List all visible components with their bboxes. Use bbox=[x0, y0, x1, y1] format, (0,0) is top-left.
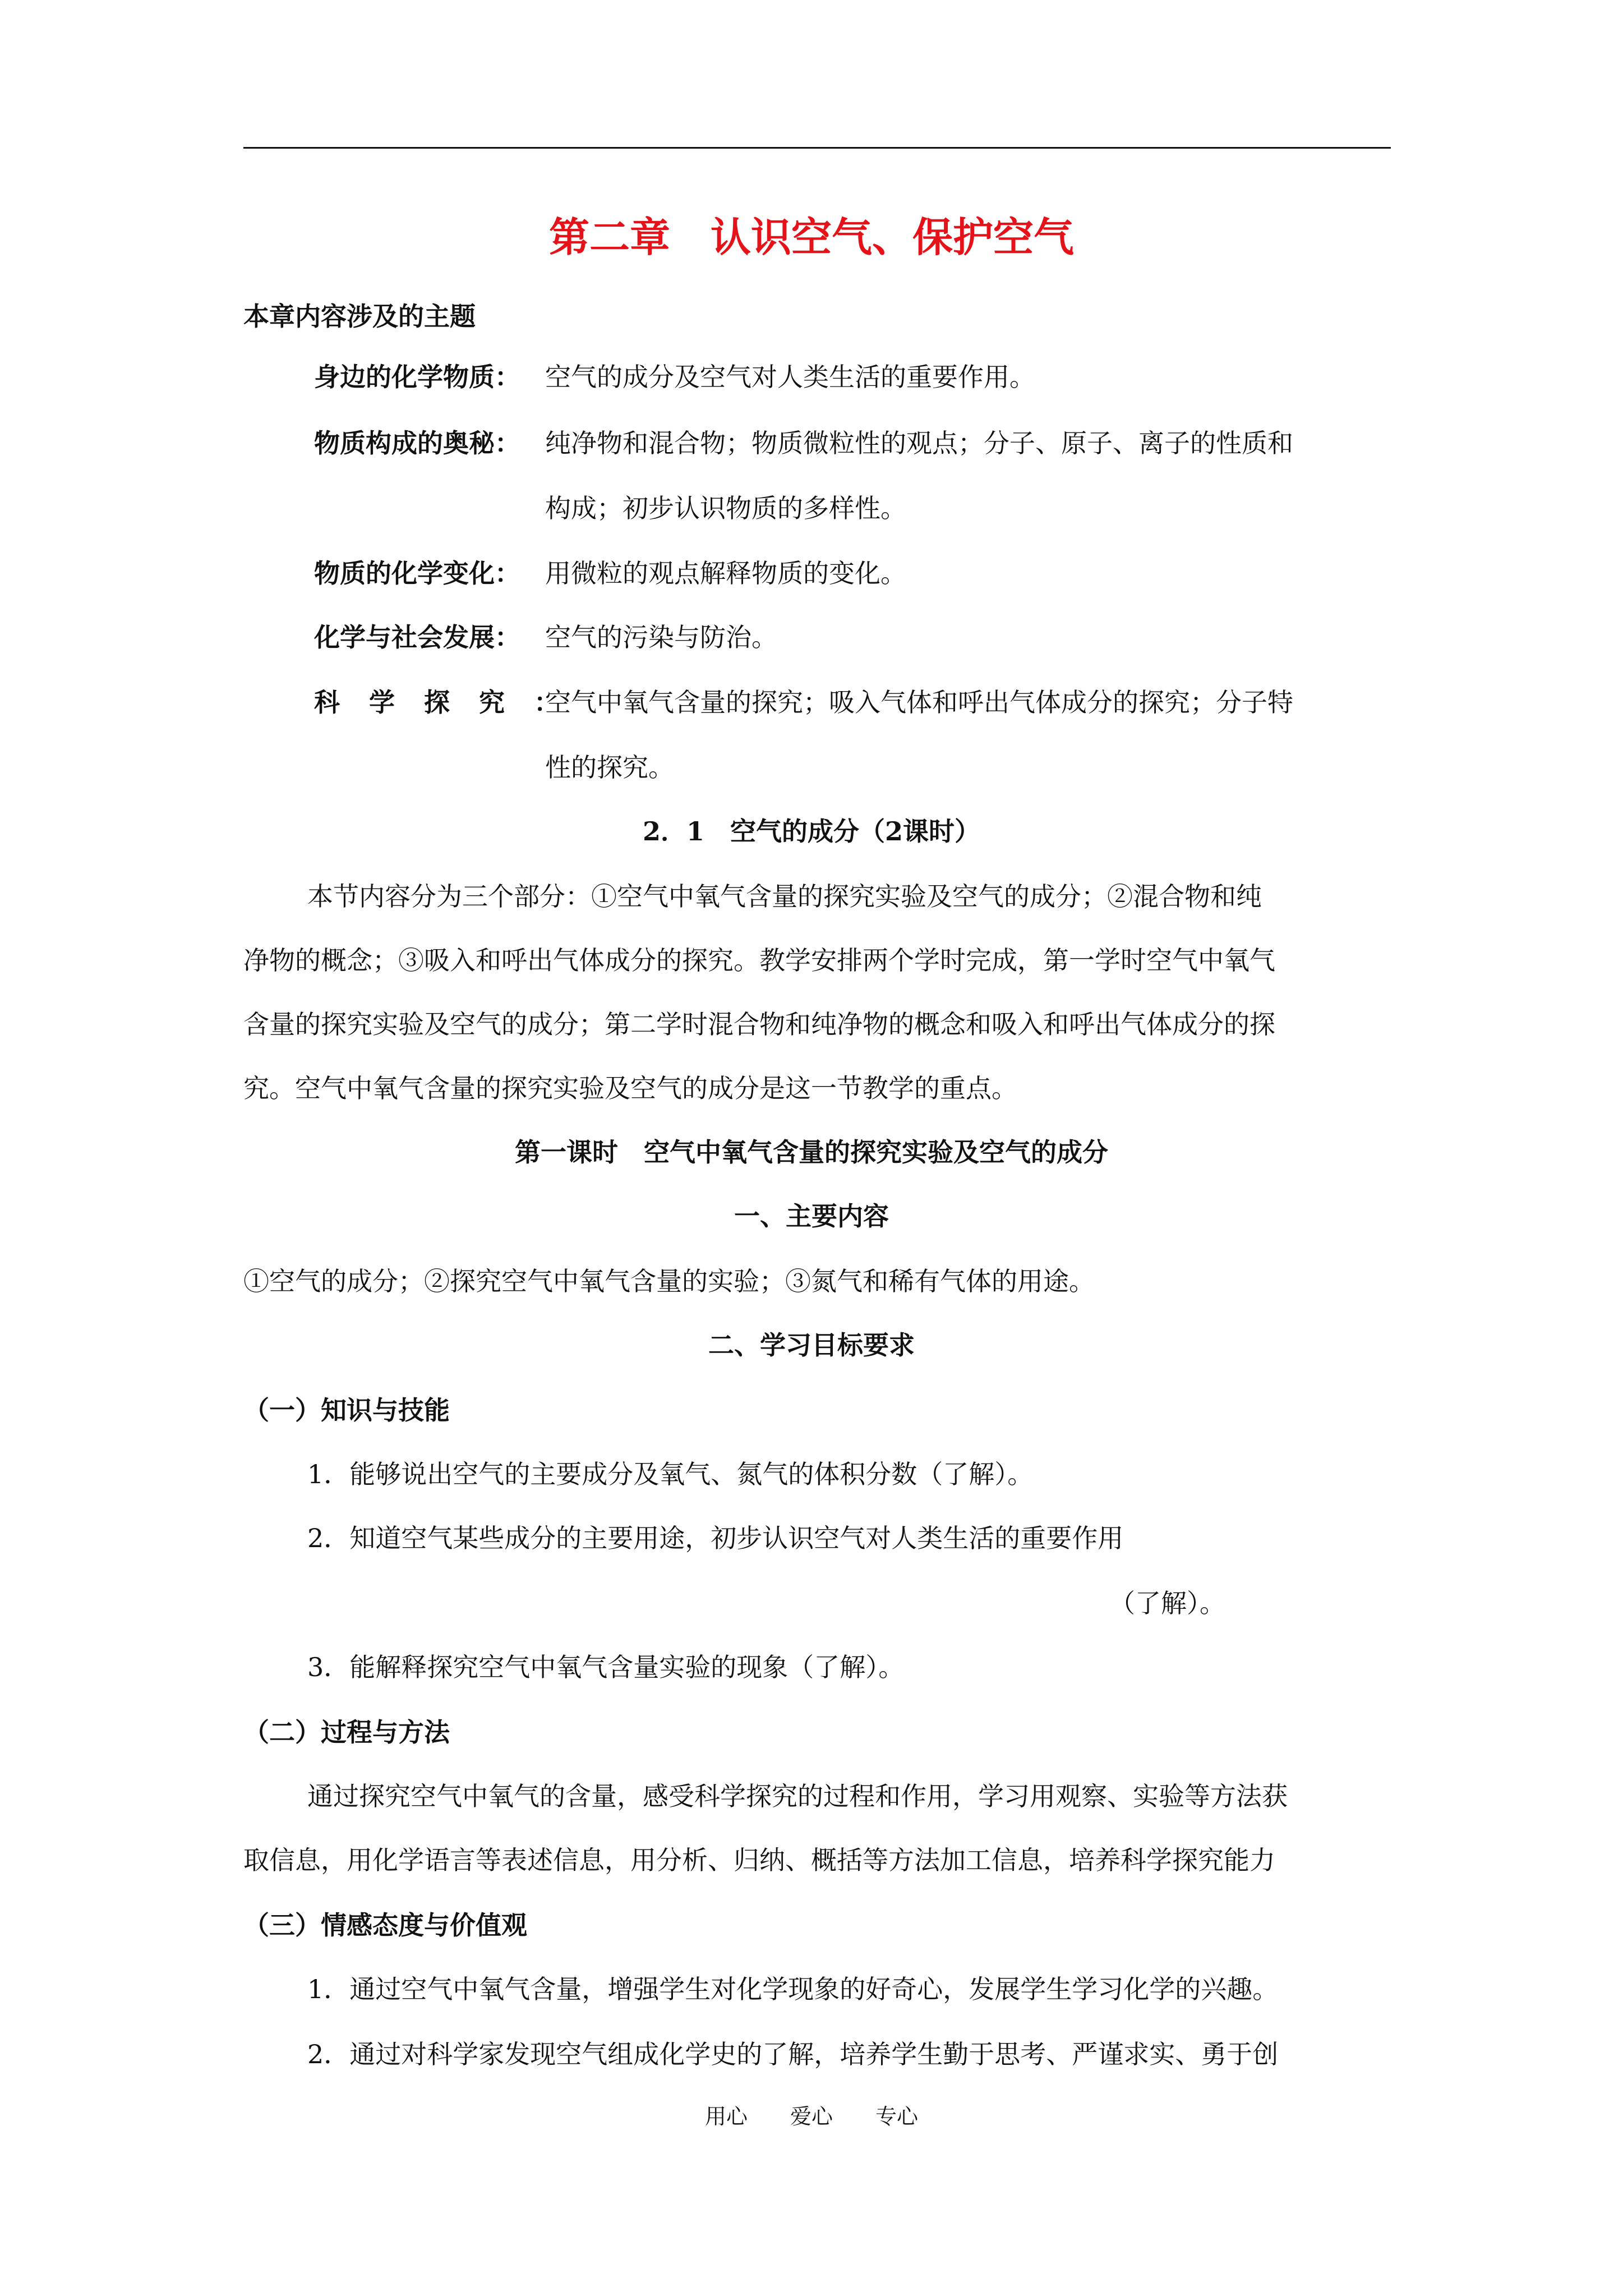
emotion-item-1: 1．通过空气中氧气含量，增强学生对化学现象的好奇心，发展学生学习化学的兴趣。 bbox=[307, 1974, 1279, 2004]
emotion-item-2: 2．通过对科学家发现空气组成化学史的了解，培养学生勤于思考、严谨求实、勇于创 bbox=[307, 2039, 1279, 2069]
section-title: 2．1 空气的成分（2课时） bbox=[642, 816, 981, 846]
process-line-2: 取信息，用化学语言等表述信息，用分析、归纳、概括等方法加工信息，培养科学探究能力 bbox=[243, 1845, 1275, 1875]
theme-text-3: 用微粒的观点解释物质的变化。 bbox=[545, 558, 906, 588]
intro-line-3: 含量的探究实验及空气的成分；第二学时混合物和纯净物的概念和吸入和呼出气体成分的探 bbox=[243, 1009, 1275, 1039]
page-footer: 用心 爱心 专心 bbox=[704, 2104, 918, 2129]
knowledge-item-3: 3．能解释探究空气中氧气含量实验的现象（了解）。 bbox=[307, 1652, 905, 1682]
knowledge-item-2: 2．知道空气某些成分的主要用途，初步认识空气对人类生活的重要作用 bbox=[307, 1523, 1124, 1553]
theme-label-4: 化学与社会发展： bbox=[314, 622, 520, 652]
theme-text-2b: 构成；初步认识物质的多样性。 bbox=[545, 493, 906, 523]
theme-text-5a: 空气中氧气含量的探究；吸入气体和呼出气体成分的探究；分子特 bbox=[545, 687, 1293, 717]
chapter-title: 第二章 认识空气、保护空气 bbox=[548, 213, 1074, 261]
knowledge-item-1: 1．能够说出空气的主要成分及氧气、氮气的体积分数（了解）。 bbox=[307, 1459, 1034, 1489]
theme-text-4: 空气的污染与防治。 bbox=[545, 622, 777, 652]
theme-text-1: 空气的成分及空气对人类生活的重要作用。 bbox=[545, 362, 1035, 392]
theme-label-1: 身边的化学物质： bbox=[314, 362, 520, 392]
lesson-title: 第一课时 空气中氧气含量的探究实验及空气的成分 bbox=[515, 1137, 1108, 1167]
knowledge-item-2-tail: （了解）。 bbox=[1109, 1588, 1225, 1618]
intro-line-4: 究。空气中氧气含量的探究实验及空气的成分是这一节教学的重点。 bbox=[243, 1073, 1017, 1103]
knowledge-heading: （一）知识与技能 bbox=[243, 1395, 450, 1425]
process-line-1: 通过探究空气中氧气的含量，感受科学探究的过程和作用，学习用观察、实验等方法获 bbox=[307, 1781, 1288, 1811]
intro-line-1: 本节内容分为三个部分：①空气中氧气含量的探究实验及空气的成分；②混合物和纯 bbox=[307, 881, 1262, 912]
theme-label-2: 物质构成的奥秘： bbox=[314, 428, 520, 458]
theme-label-5: 科学探究： bbox=[314, 687, 589, 717]
intro-line-2: 净物的概念；③吸入和呼出气体成分的探究。教学安排两个学时完成，第一学时空气中氧气 bbox=[243, 945, 1275, 976]
header-rule bbox=[243, 147, 1391, 149]
main-content-heading: 一、主要内容 bbox=[734, 1201, 889, 1231]
theme-text-5b: 性的探究。 bbox=[545, 752, 674, 783]
main-content-text: ①空气的成分；②探究空气中氧气含量的实验；③氮气和稀有气体的用途。 bbox=[243, 1266, 1095, 1296]
process-heading: （二）过程与方法 bbox=[243, 1717, 450, 1747]
theme-label-3: 物质的化学变化： bbox=[314, 558, 520, 588]
emotion-heading: （三）情感态度与价值观 bbox=[243, 1910, 527, 1940]
objectives-heading: 二、学习目标要求 bbox=[708, 1330, 915, 1360]
theme-text-2a: 纯净物和混合物；物质微粒性的观点；分子、原子、离子的性质和 bbox=[545, 428, 1293, 458]
themes-heading: 本章内容涉及的主题 bbox=[243, 301, 476, 332]
